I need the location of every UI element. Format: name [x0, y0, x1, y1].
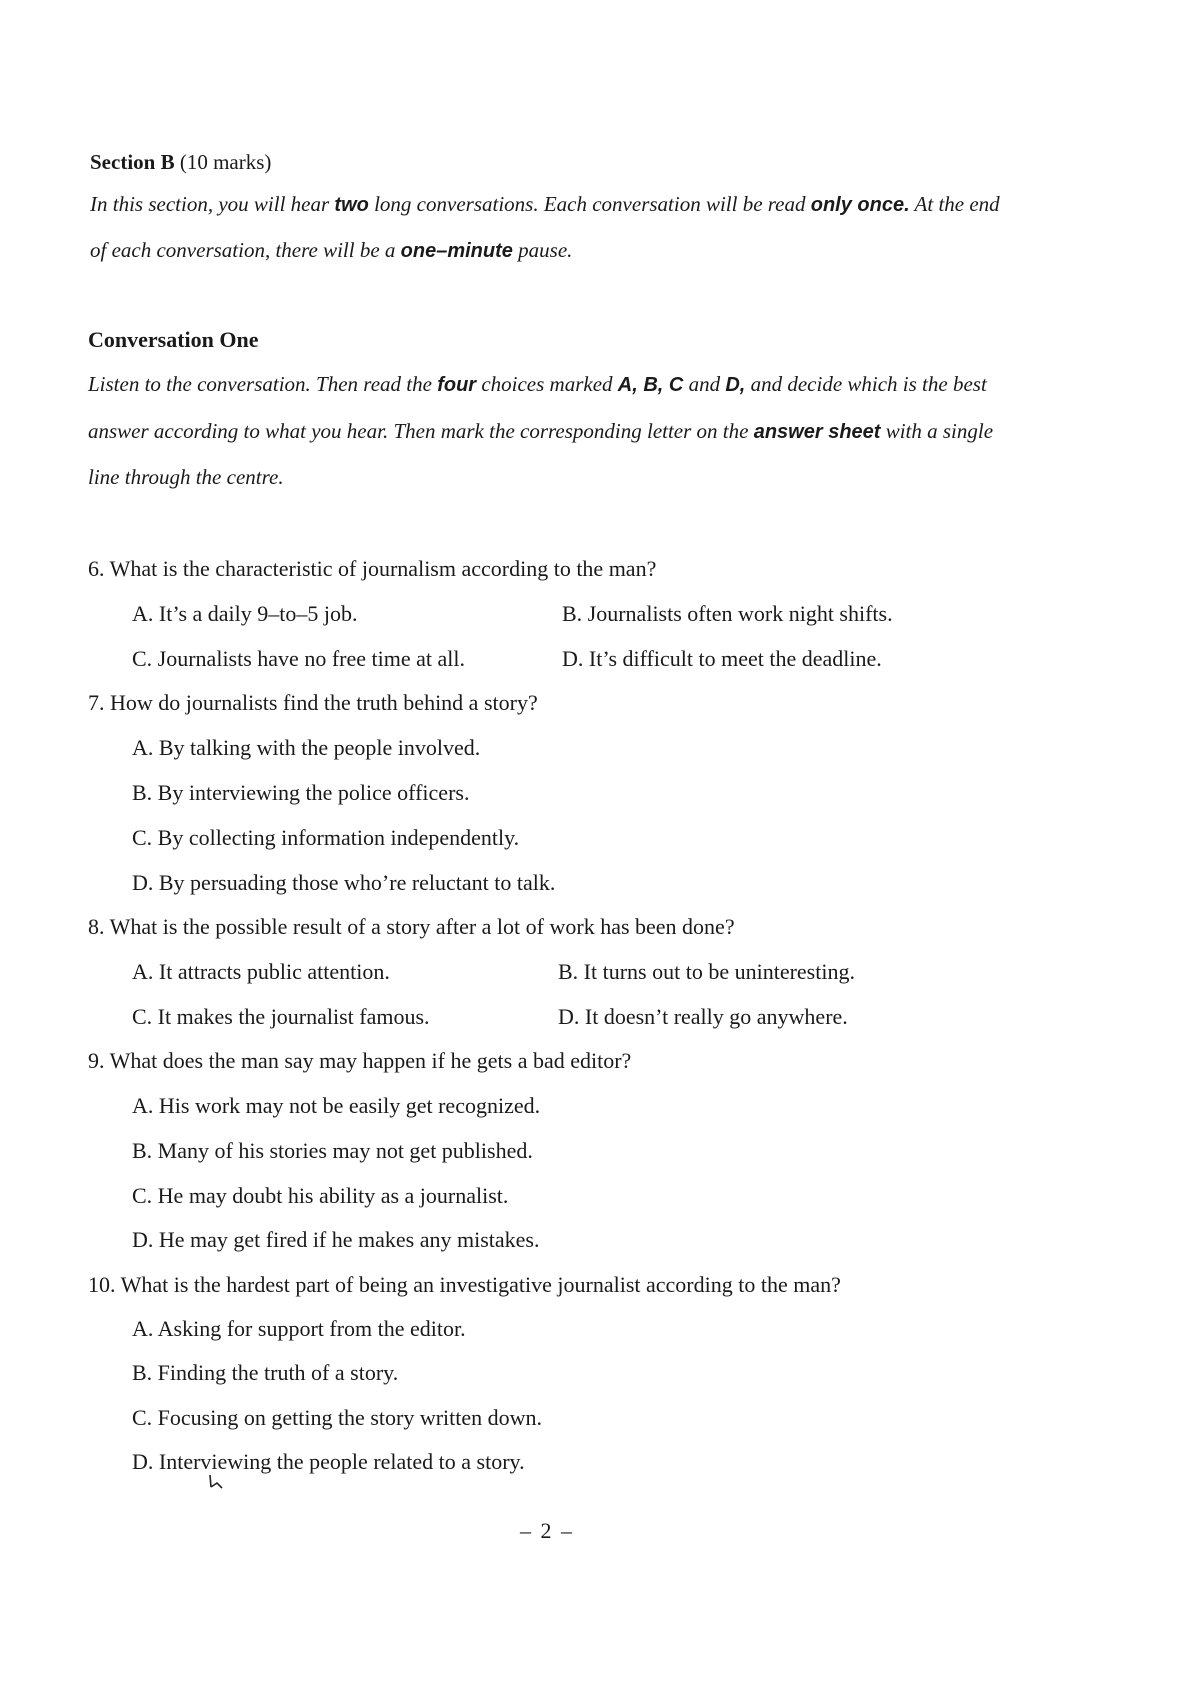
option-9c: C. He may doubt his ability as a journalist. [132, 1183, 509, 1208]
instr-text: choices marked [476, 372, 618, 396]
option-7b: B. By interviewing the police officers. [132, 780, 470, 805]
instr-text: answer according to what you hear. Then mark the corresponding letter on the [88, 419, 754, 443]
instr-text: pause. [512, 238, 573, 262]
section-instruction-line-2 [90, 238, 572, 263]
conversation-instruction-line-3: line through the centre. [88, 465, 284, 489]
pen-mark-icon [208, 1474, 226, 1490]
option-10a: A. Asking for support from the editor. [132, 1316, 466, 1341]
option-7a: A. By talking with the people involved. [132, 735, 481, 760]
instr-emphasis: two [334, 194, 369, 216]
option-6d: D. It’s difficult to meet the deadline. [562, 646, 882, 671]
instr-emphasis: answer sheet [753, 421, 881, 443]
instr-text: and decide which is the best [745, 372, 987, 396]
instr-text: Listen to the conversation. Then read the [88, 372, 438, 396]
conversation-instruction-line-1 [88, 372, 987, 397]
option-9a: A. His work may not be easily get recognized. [132, 1093, 541, 1118]
option-9b: B. Many of his stories may not get published. [132, 1138, 533, 1163]
option-6c: C. Journalists have no free time at all. [132, 646, 465, 671]
conversation-title: Conversation One [88, 327, 259, 352]
instr-emphasis: one–minute [400, 240, 513, 262]
option-8d: D. It doesn’t really go anywhere. [558, 1004, 848, 1029]
question-9: 9. What does the man say may happen if he gets a bad editor? [88, 1048, 632, 1073]
instr-text: In this section, you will hear [90, 192, 335, 216]
option-6b: B. Journalists often work night shifts. [562, 601, 893, 626]
question-6: 6. What is the characteristic of journalism according to the man? [88, 556, 657, 581]
question-10: 10. What is the hardest part of being an investigative journalist according to the man? [88, 1272, 841, 1297]
section-instruction-line-1 [90, 192, 1000, 217]
section-title: Section B [90, 150, 175, 174]
page-number: – 2 – [520, 1518, 574, 1543]
section-marks: (10 marks) [179, 150, 272, 174]
option-10b: B. Finding the truth of a story. [132, 1360, 399, 1385]
option-6a: A. It’s a daily 9–to–5 job. [132, 601, 358, 626]
instr-text: At the end [909, 192, 1000, 216]
instr-emphasis: only once. [810, 194, 910, 216]
instr-text: with a single [880, 419, 994, 443]
option-10d: D. Interviewing the people related to a story. [132, 1449, 525, 1474]
instr-emphasis: A, B, C [617, 374, 684, 396]
question-7: 7. How do journalists find the truth behind a story? [88, 690, 538, 715]
question-8: 8. What is the possible result of a story after a lot of work has been done? [88, 914, 735, 939]
option-8b: B. It turns out to be uninteresting. [558, 959, 855, 984]
instr-text: of each conversation, there will be a [90, 238, 401, 262]
instr-text: and [683, 372, 726, 396]
conversation-instruction-line-2 [88, 419, 993, 444]
section-heading [90, 150, 271, 175]
instr-text: long conversations. Each conversation will be read [368, 192, 811, 216]
option-7d: D. By persuading those who’re reluctant to talk. [132, 870, 556, 895]
option-9d: D. He may get fired if he makes any mistakes. [132, 1227, 540, 1252]
instr-emphasis: four [437, 374, 477, 396]
instr-emphasis: D, [725, 374, 746, 396]
option-8c: C. It makes the journalist famous. [132, 1004, 430, 1029]
option-10c: C. Focusing on getting the story written down. [132, 1405, 543, 1430]
option-8a: A. It attracts public attention. [132, 959, 390, 984]
option-7c: C. By collecting information independently. [132, 825, 520, 850]
